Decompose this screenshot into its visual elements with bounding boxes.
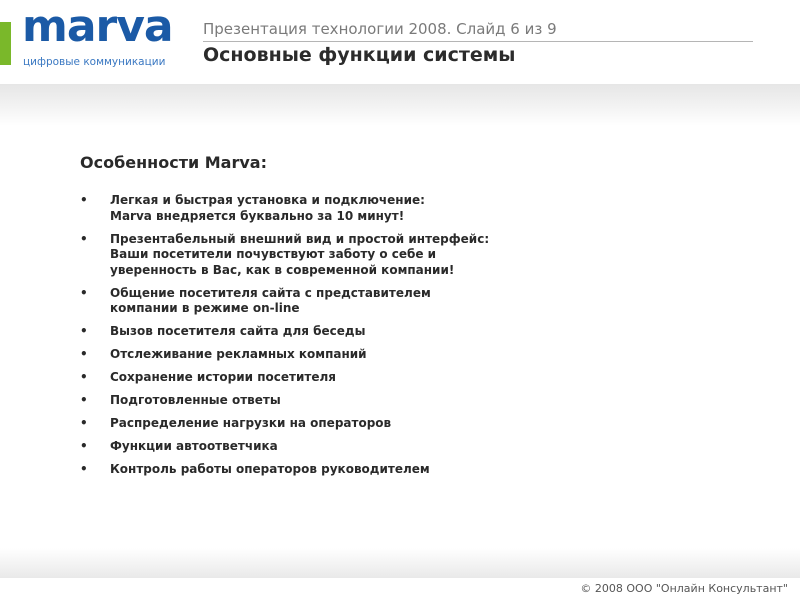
feature-list-item bbox=[80, 439, 600, 455]
bullet-icon: • bbox=[80, 439, 88, 453]
bullet-icon: • bbox=[80, 193, 88, 207]
bullet-icon: • bbox=[80, 416, 88, 430]
bullet-icon: • bbox=[80, 324, 88, 338]
bullet-icon: • bbox=[80, 393, 88, 407]
footer-gradient-band bbox=[0, 548, 800, 578]
feature-line: Презентабельный внешний вид и простой интерфейс: bbox=[110, 231, 490, 246]
bullet-icon: • bbox=[80, 347, 88, 361]
feature-line: Ваши посетители почувствуют заботу о себе и bbox=[110, 247, 437, 261]
feature-line: Функции автоответчика bbox=[110, 439, 278, 453]
copyright-text: © 2008 ООО "Онлайн Консультант" bbox=[580, 582, 788, 595]
logo-wordmark: marva bbox=[22, 1, 173, 52]
feature-list-item bbox=[80, 286, 600, 317]
feature-list-item bbox=[80, 416, 600, 432]
feature-list-item bbox=[80, 193, 600, 224]
feature-line: Общение посетителя сайта с представителем bbox=[110, 285, 431, 300]
feature-list-item bbox=[80, 462, 600, 478]
feature-line: уверенность в Вас, как в современной компании! bbox=[110, 262, 455, 277]
page-title: Основные функции системы bbox=[203, 44, 516, 66]
feature-line: Подготовленные ответы bbox=[110, 393, 281, 407]
feature-list-item bbox=[80, 393, 600, 409]
header-gradient-band bbox=[0, 84, 800, 126]
bullet-icon: • bbox=[80, 462, 88, 476]
feature-list-item bbox=[80, 232, 600, 279]
slide-subtitle: Презентация технологии 2008. Слайд 6 из 9 bbox=[203, 20, 557, 38]
bullet-icon: • bbox=[80, 370, 88, 384]
bullet-icon: • bbox=[80, 285, 88, 300]
bullet-icon: • bbox=[80, 231, 88, 246]
feature-line: Marva внедряется буквально за 10 минут! bbox=[110, 208, 405, 223]
feature-line: Легкая и быстрая установка и подключение: bbox=[110, 193, 425, 207]
feature-line: Сохранение истории посетителя bbox=[110, 370, 336, 384]
feature-line: Вызов посетителя сайта для беседы bbox=[110, 324, 366, 338]
feature-line: Распределение нагрузки на операторов bbox=[110, 416, 392, 430]
feature-list bbox=[80, 193, 600, 485]
feature-line: Контроль работы операторов руководителем bbox=[110, 462, 430, 476]
header-divider bbox=[203, 41, 753, 42]
feature-list-item bbox=[80, 324, 600, 340]
marva-logo bbox=[22, 1, 182, 70]
feature-list-item bbox=[80, 370, 600, 386]
feature-list-item bbox=[80, 347, 600, 363]
feature-line: компании в режиме on-line bbox=[110, 301, 300, 315]
brand-accent-bar bbox=[0, 22, 11, 65]
feature-line: Отслеживание рекламных компаний bbox=[110, 347, 367, 361]
section-heading: Особенности Marva: bbox=[80, 153, 267, 172]
logo-tagline: цифровые коммуникации bbox=[23, 56, 166, 68]
